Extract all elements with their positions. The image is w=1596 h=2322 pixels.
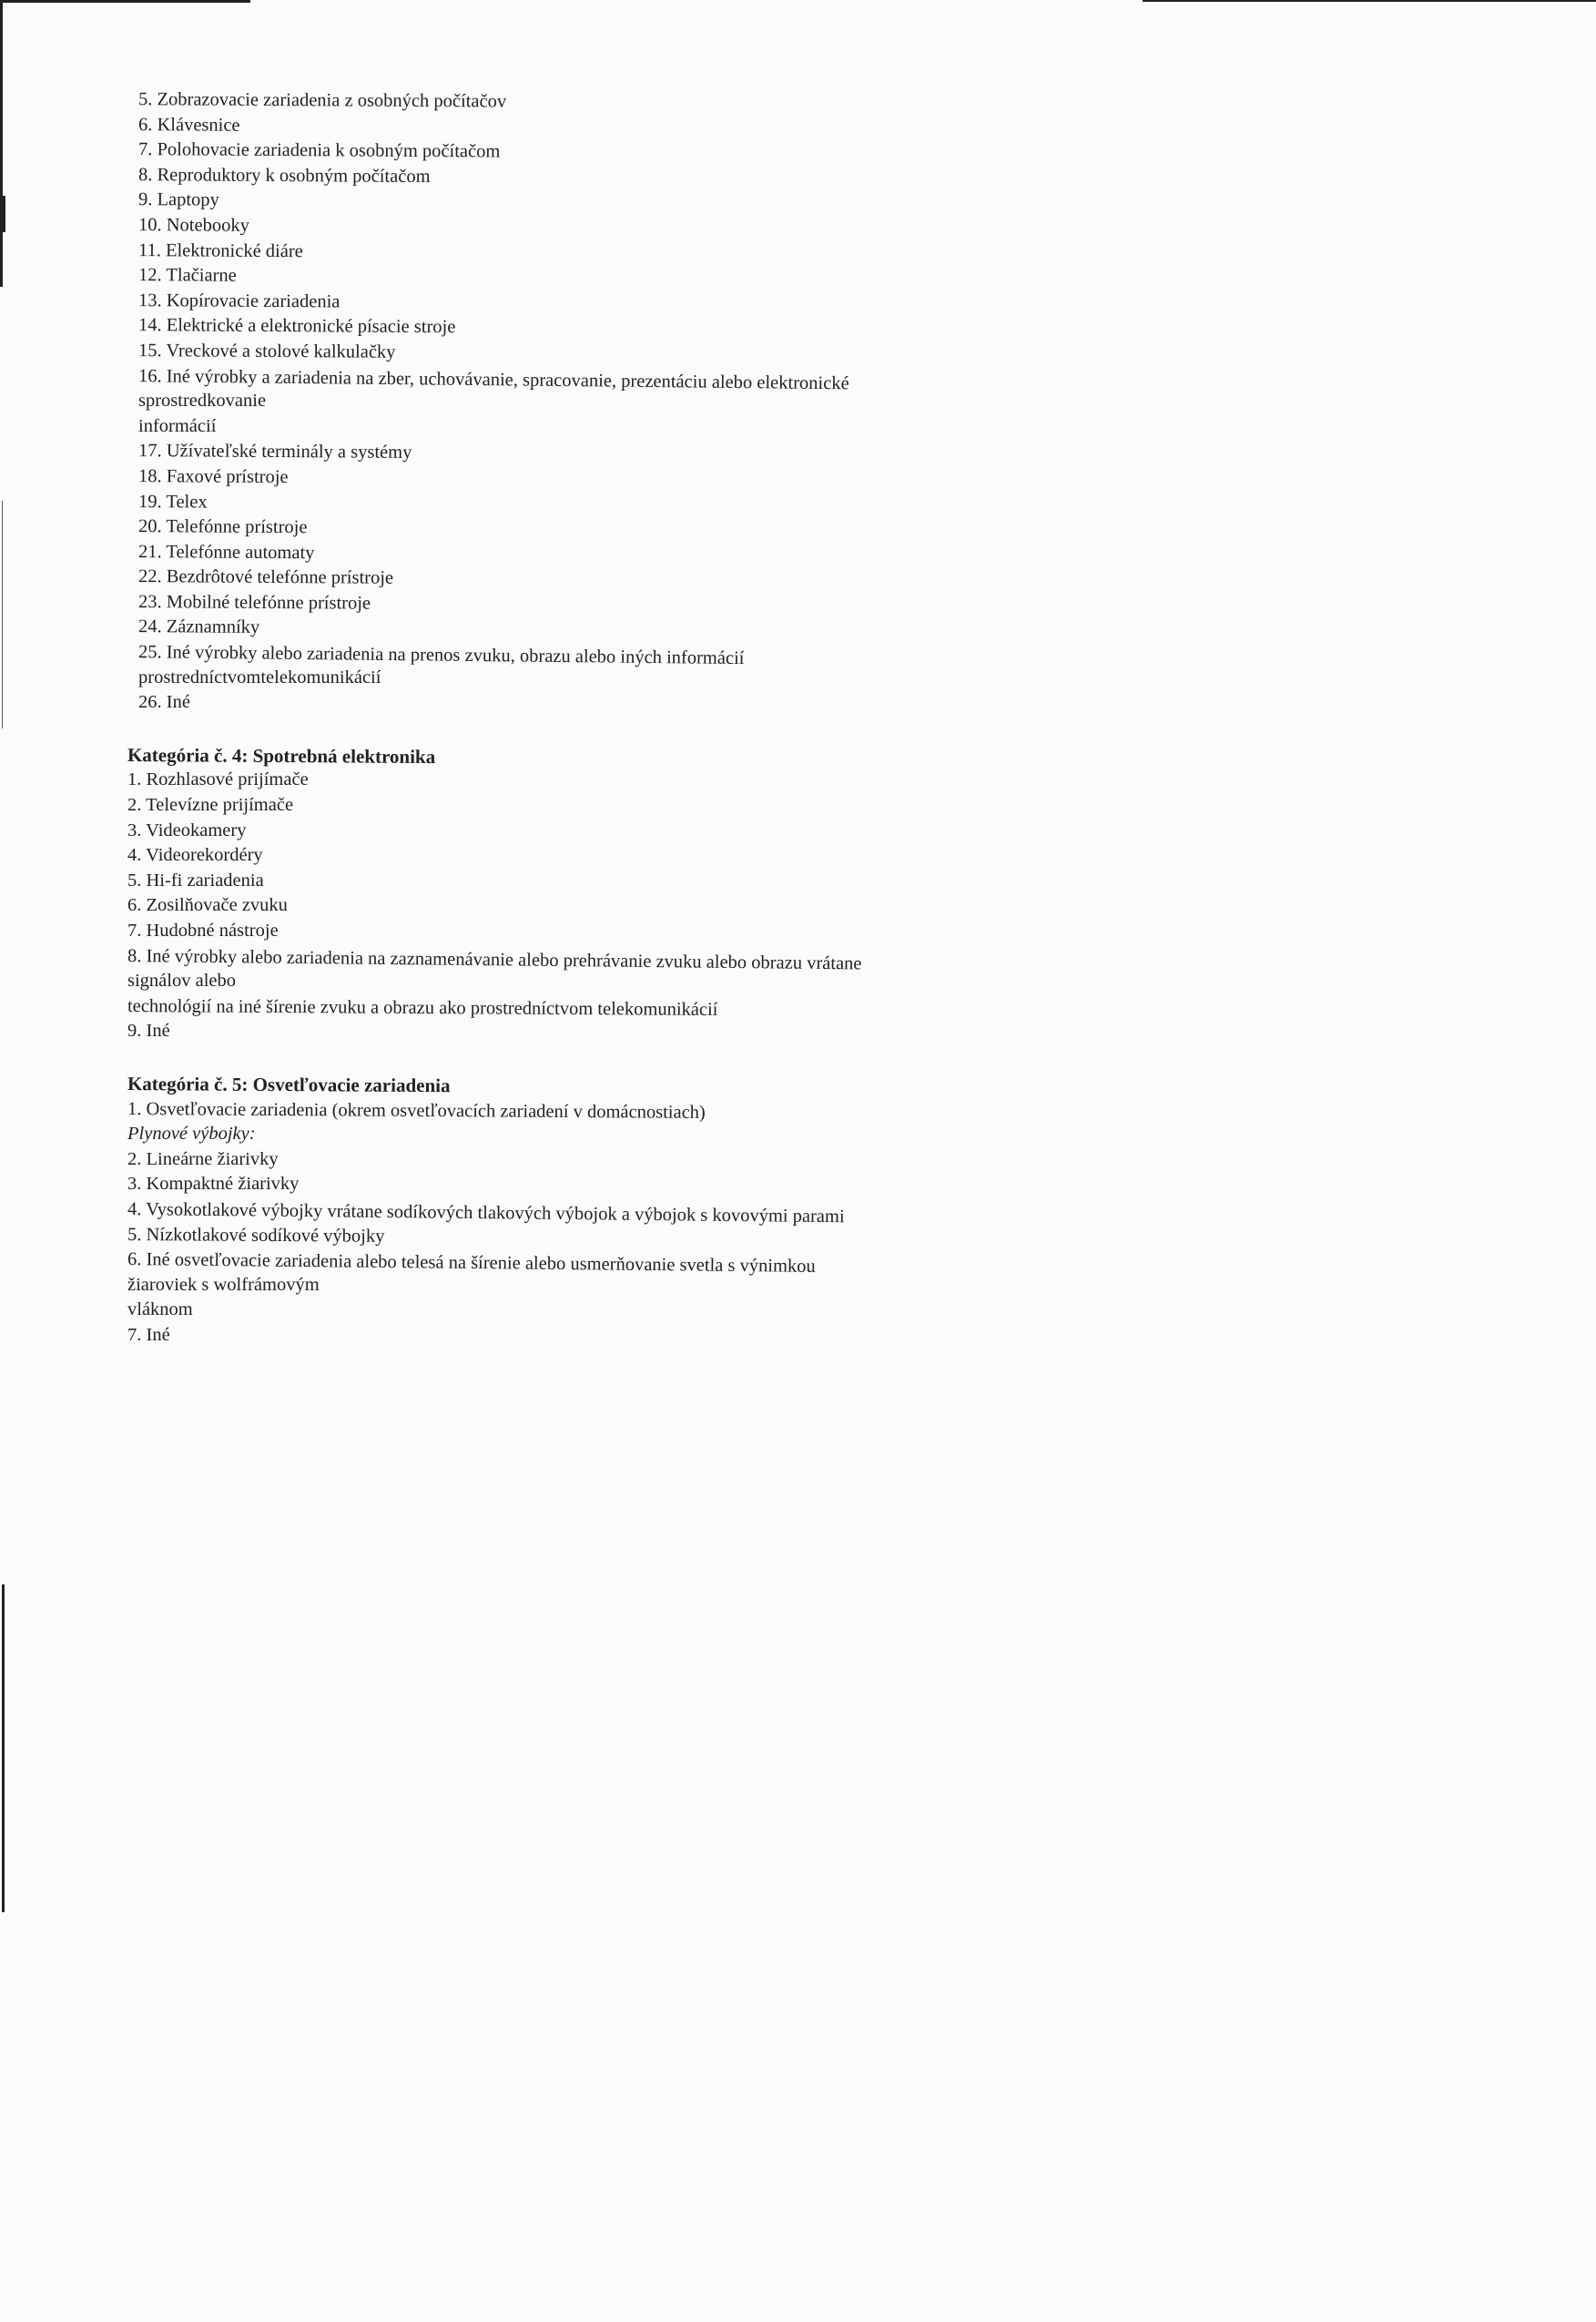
list-item: 11. Elektronické diáre — [137, 239, 303, 261]
document-body — [127, 87, 1056, 1349]
list-item: 6. Iné osvetľovacie zariadenia alebo telesá na šírenie alebo usmerňovanie svetla s výnimkou — [127, 1249, 816, 1278]
list-item: 21. Telefónne automaty — [137, 541, 315, 563]
subheading: Plynové výbojky: — [127, 1124, 256, 1145]
list-item: 5. Zobrazovacie zariadenia z osobných počítačov — [137, 89, 507, 112]
section-heading: Kategória č. 4: Spotrebná elektronika — [127, 743, 436, 768]
list-item-continuation: vláknom — [127, 1299, 193, 1320]
list-item: 5. Hi-fi zariadenia — [127, 870, 264, 891]
list-item: 26. Iné — [138, 692, 190, 713]
list-item: 12. Tlačiarne — [137, 265, 237, 286]
list-item: 3. Videokamery — [127, 820, 247, 840]
section-heading: Kategória č. 5: Osvetľovacie zariadenia — [127, 1072, 451, 1097]
list-item: 20. Telefónne prístroje — [137, 516, 308, 538]
section-category-3-continued — [127, 87, 1056, 716]
list-item-continuation: signálov alebo — [127, 971, 236, 992]
list-item-continuation: prostredníctvomtelekomunikácií — [138, 667, 381, 687]
list-item: 8. Reproduktory k osobným počítačom — [137, 164, 431, 187]
list-item: 1. Rozhlasové prijímače — [127, 769, 309, 790]
list-item: 2. Televízne prijímače — [127, 795, 294, 816]
list-item: 3. Kompaktné žiarivky — [127, 1174, 300, 1195]
list-item: 15. Vreckové a stolové kalkulačky — [137, 341, 396, 362]
list-item-continuation: technológií na iné šírenie zvuku a obrazu ako prostredníctvom telekomunikácií — [127, 995, 718, 1020]
list-item: 2. Lineárne žiarivky — [127, 1148, 279, 1169]
list-item: 6. Klávesnice — [137, 114, 240, 136]
list-item: 17. Užívateľské terminály a systémy — [137, 441, 412, 463]
list-item: 16. Iné výrobky a zariadenia na zber, uchovávanie, spracovanie, prezentáciu alebo elektronické — [137, 365, 849, 393]
section-spacer — [127, 1044, 1056, 1072]
scan-mark-tick — [2, 196, 5, 232]
list-item: 14. Elektrické a elektronické písacie stroje — [137, 315, 456, 338]
section-spacer — [127, 716, 1056, 743]
list-item: 8. Iné výrobky alebo zariadenia na zaznamenávanie alebo prehrávanie zvuku alebo obrazu vrátane — [127, 945, 862, 974]
list-item: 1. Osvetľovacie zariadenia (okrem osvetľovacích zariadení v domácnostiach) — [127, 1098, 706, 1123]
list-item: 7. Polohovacie zariadenia k osobným počítačom — [137, 139, 501, 162]
scan-edge-left-lower — [2, 1584, 5, 1912]
list-item-continuation: žiaroviek s wolfrámovým — [127, 1274, 320, 1295]
list-item: 5. Nízkotlakové sodíkové výbojky — [127, 1224, 385, 1247]
list-item: 9. Iné — [127, 1021, 170, 1042]
list-item: 25. Iné výrobky alebo zariadenia na prenos zvuku, obrazu alebo iných informácií — [137, 642, 745, 669]
list-item: 23. Mobilné telefónne prístroje — [137, 591, 371, 614]
section-category-4 — [127, 743, 1056, 1044]
list-item: 4. Vysokotlakové výbojky vrátane sodíkových tlakových výbojok a výbojok s kovovými parami — [127, 1198, 845, 1227]
list-item: 18. Faxové prístroje — [137, 465, 289, 487]
list-item: 10. Notebooky — [137, 215, 249, 236]
list-item: 9. Laptopy — [137, 189, 219, 210]
list-item: 6. Zosilňovače zvuku — [127, 895, 288, 916]
scan-edge-top-right — [1143, 0, 1596, 2]
list-item: 4. Videorekordéry — [127, 845, 263, 866]
list-item: 13. Kopírovacie zariadenia — [137, 290, 341, 312]
list-item: 7. Iné — [127, 1324, 170, 1345]
list-item: 22. Bezdrôtové telefónne prístroje — [137, 566, 394, 589]
list-item: 7. Hudobné nástroje — [127, 921, 279, 941]
list-item: 19. Telex — [137, 491, 208, 513]
section-category-5 — [127, 1072, 1056, 1349]
list-item-continuation: informácií — [138, 415, 217, 436]
scan-edge-top-left — [0, 0, 250, 3]
list-item: 24. Záznamníky — [137, 616, 260, 638]
scan-edge-left — [0, 0, 3, 287]
list-item-continuation: sprostredkovanie — [138, 391, 267, 412]
scan-edge-left-middle — [2, 501, 3, 728]
